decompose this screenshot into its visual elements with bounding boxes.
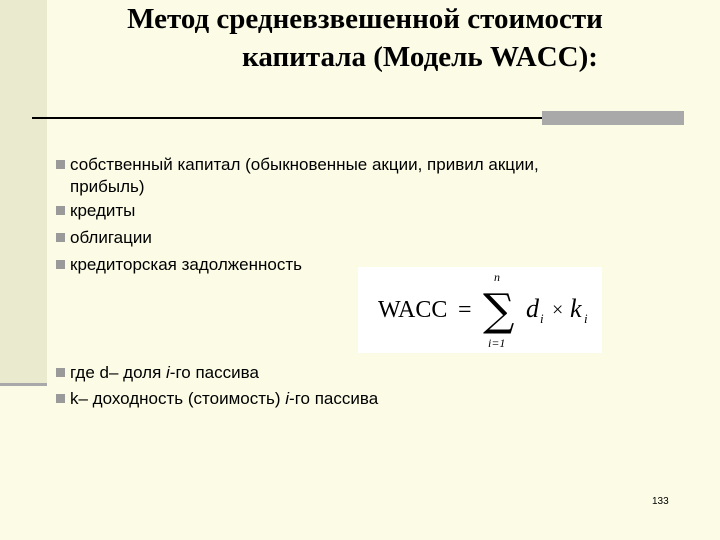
- bullet-square-icon: [56, 206, 65, 215]
- sum-sign-icon: ∑: [483, 285, 515, 336]
- title-line-2: капитала (Модель WACC):: [242, 41, 598, 73]
- title-line-1: Метод средневзвешенной стоимости: [127, 3, 603, 35]
- page-number: 133: [652, 496, 669, 507]
- bullet-square-icon: [56, 160, 65, 169]
- title-accent-bar: [542, 111, 684, 125]
- formula-k-subscript: i: [584, 311, 588, 326]
- formula-k: k: [570, 294, 582, 323]
- definitions-list: [56, 362, 656, 414]
- left-decor-divider: [0, 383, 47, 386]
- sum-lower-limit: i=1: [488, 336, 506, 350]
- bullet-square-icon: [56, 394, 65, 403]
- bullet-text: кредиты: [70, 201, 136, 220]
- list-item: [56, 362, 656, 384]
- bullet-square-icon: [56, 260, 65, 269]
- bullet-text: собственный капитал (обыкновенные акции, привил акции,: [70, 155, 539, 174]
- bullet-square-icon: [56, 368, 65, 377]
- formula-lhs: WACC: [378, 297, 448, 323]
- definition-text: k– доходность (стоимость) i-го пассива: [70, 389, 379, 408]
- wacc-formula: [358, 267, 602, 353]
- bullet-list: [56, 154, 656, 281]
- formula-d: d: [526, 294, 539, 323]
- list-item: [56, 227, 656, 249]
- formula-times: ×: [552, 299, 564, 321]
- slide-title: [60, 0, 670, 76]
- bullet-text-continued: прибыль): [70, 177, 145, 196]
- sum-upper-limit: n: [494, 270, 500, 284]
- definition-text: где d– доля i-го пассива: [70, 363, 259, 382]
- bullet-text: кредиторская задолженность: [70, 255, 302, 274]
- formula-d-subscript: i: [540, 311, 544, 326]
- list-item: [56, 388, 656, 410]
- bullet-square-icon: [56, 233, 65, 242]
- formula-equals: =: [458, 297, 472, 323]
- wacc-formula-image: [358, 267, 602, 353]
- list-item: [56, 154, 656, 198]
- left-decor-band: [0, 0, 47, 383]
- title-underline: [32, 117, 542, 119]
- list-item: [56, 200, 656, 222]
- bullet-text: облигации: [70, 228, 152, 247]
